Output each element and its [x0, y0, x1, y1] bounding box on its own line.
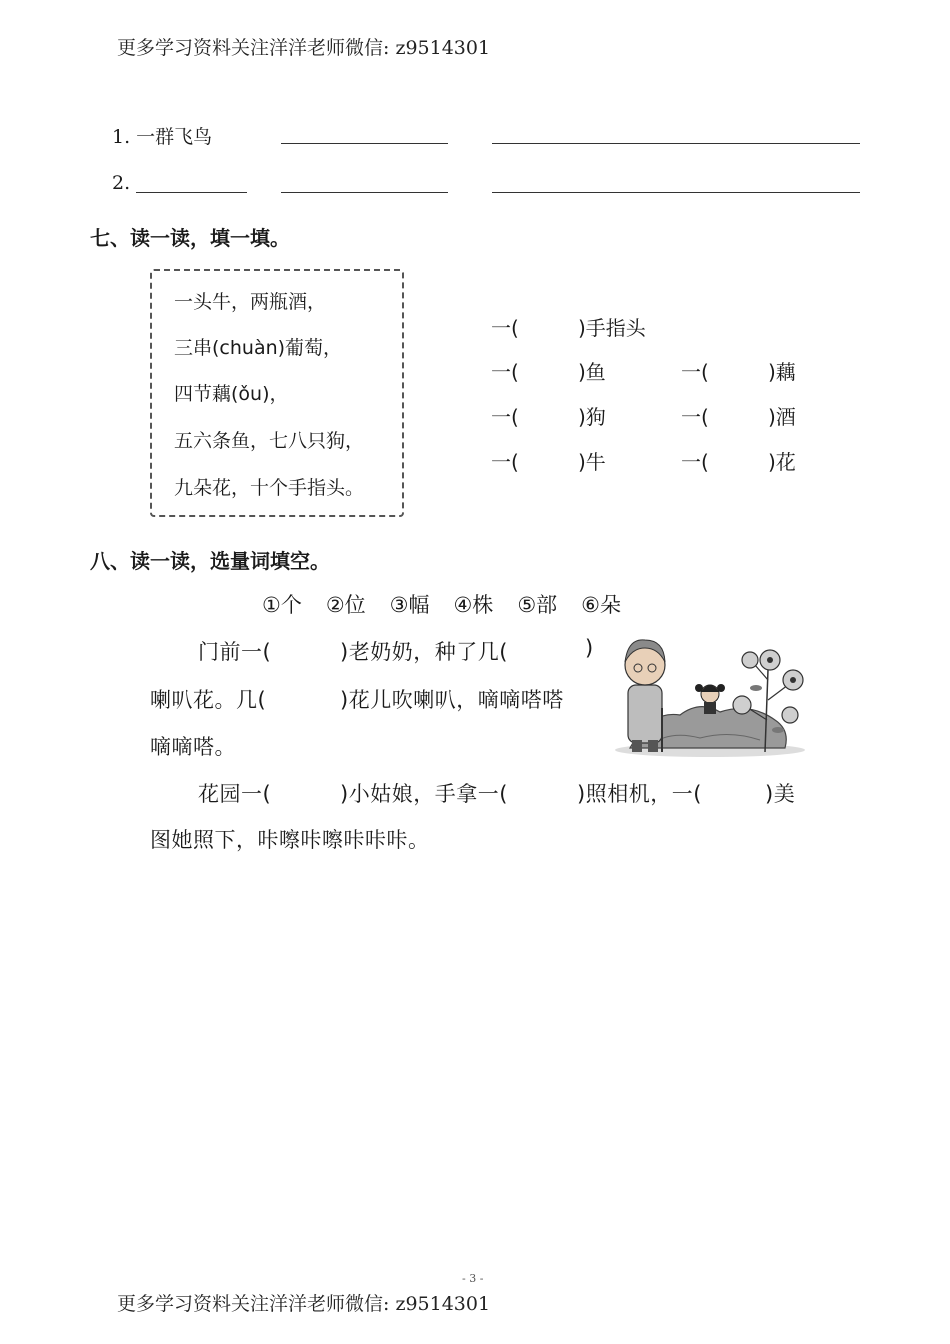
para1-text: )老奶奶，种了几( [340, 640, 508, 664]
para1-text: 喇叭花。几( [150, 688, 267, 712]
option: ⑥朵 [581, 593, 621, 617]
question-item-2: 2. [112, 172, 131, 194]
para2-text: 花园一( [198, 782, 272, 806]
para2-text: )小姑娘，手拿一( [340, 782, 508, 806]
blank-label-lotus-root: )藕 [768, 360, 796, 384]
blank-label-cow: )牛 [578, 450, 606, 474]
options-row [262, 589, 645, 619]
poem-line: 一头牛，两瓶酒， [174, 291, 327, 313]
option: ④株 [453, 593, 494, 617]
poem-line: 五六条鱼，七八只狗， [174, 430, 365, 452]
blank-label-wine: )酒 [768, 405, 796, 429]
blank-open: 一( [491, 405, 519, 429]
blank-label-flower: )花 [768, 450, 796, 474]
para1-text: 嘀嘀嗒。 [150, 735, 236, 759]
blank-label-fish: )鱼 [578, 360, 606, 384]
blank-open: 一( [681, 360, 709, 384]
para2-text: 图她照下，咔嚓咔嚓咔咔咔。 [150, 828, 430, 852]
para1-text: ) [585, 636, 594, 660]
poem-line: 三串(chuàn)葡萄， [174, 337, 343, 359]
blank-open: 一( [681, 405, 709, 429]
blank-label-dog: )狗 [578, 405, 606, 429]
option: ⑤部 [517, 593, 558, 617]
blank-label-finger: )手指头 [578, 316, 646, 340]
para1-text: 门前一( [198, 640, 272, 664]
poem-box [150, 269, 404, 517]
poem-line: 四节藕(ǒu)， [174, 383, 289, 405]
question-item-1: 1. 一群飞鸟 [112, 126, 213, 148]
blank-open: 一( [491, 360, 519, 384]
blank-open: 一( [491, 316, 519, 340]
answer-line[interactable] [492, 192, 860, 193]
answer-line[interactable] [281, 192, 448, 193]
para2-text: )照相机，一( [577, 782, 702, 806]
grandma-flowers-illustration [610, 630, 810, 758]
footer-watermark: 更多学习资料关注洋洋老师微信: z9514301 [117, 1293, 491, 1315]
blank-open: 一( [491, 450, 519, 474]
poem-line: 九朵花，十个手指头。 [174, 477, 365, 499]
answer-line[interactable] [281, 143, 448, 144]
header-watermark: 更多学习资料关注洋洋老师微信: z9514301 [117, 37, 491, 59]
answer-line[interactable] [492, 143, 860, 144]
option: ②位 [325, 593, 366, 617]
section-7-title: 七、读一读，填一填。 [90, 226, 290, 250]
para2-text: )美 [765, 782, 796, 806]
section-8-title: 八、读一读，选量词填空。 [90, 549, 330, 573]
option: ③幅 [389, 593, 430, 617]
para1-text: )花儿吹喇叭，嘀嘀嗒嗒 [340, 688, 564, 712]
option: ①个 [262, 593, 302, 617]
page-number: - 3 - [462, 1272, 484, 1285]
blank-open: 一( [681, 450, 709, 474]
answer-line[interactable] [136, 192, 247, 193]
